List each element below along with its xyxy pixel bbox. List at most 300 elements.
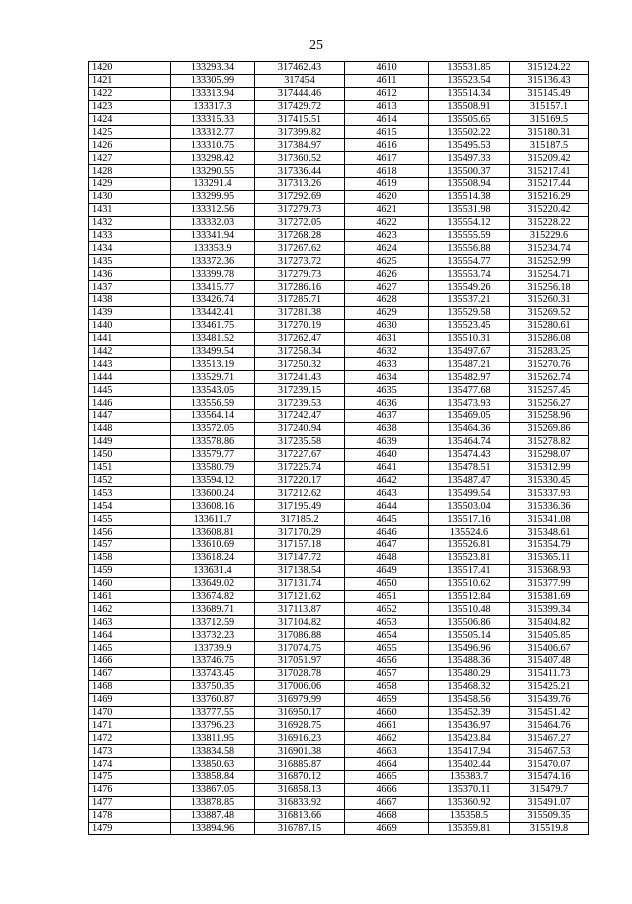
x-coordinate-cell: 135526.81 xyxy=(429,538,510,551)
point-number-cell: 1425 xyxy=(89,126,171,139)
x-coordinate-cell: 135510.31 xyxy=(429,332,510,345)
x-coordinate-cell: 133760.87 xyxy=(171,693,255,706)
table-row xyxy=(89,809,589,822)
point-number-cell: 4668 xyxy=(345,809,429,822)
y-coordinate-cell: 315439.76 xyxy=(510,693,589,706)
x-coordinate-cell: 133894.96 xyxy=(171,822,255,835)
y-coordinate-cell: 315286.08 xyxy=(510,332,589,345)
point-number-cell: 4630 xyxy=(345,319,429,332)
x-coordinate-cell: 135523.81 xyxy=(429,551,510,564)
table-row xyxy=(89,732,589,745)
x-coordinate-cell: 135497.33 xyxy=(429,152,510,165)
y-coordinate-cell: 316885.87 xyxy=(255,758,345,771)
point-number-cell: 1464 xyxy=(89,629,171,642)
x-coordinate-cell: 133513.19 xyxy=(171,358,255,371)
x-coordinate-cell: 133811.95 xyxy=(171,732,255,745)
point-number-cell: 4636 xyxy=(345,397,429,410)
table-row xyxy=(89,422,589,435)
y-coordinate-cell: 315278.82 xyxy=(510,435,589,448)
table-row xyxy=(89,474,589,487)
point-number-cell: 4633 xyxy=(345,358,429,371)
y-coordinate-cell: 315209.42 xyxy=(510,152,589,165)
y-coordinate-cell: 317270.19 xyxy=(255,319,345,332)
x-coordinate-cell: 133305.99 xyxy=(171,74,255,87)
point-number-cell: 1435 xyxy=(89,255,171,268)
point-number-cell: 4657 xyxy=(345,667,429,680)
x-coordinate-cell: 135480.29 xyxy=(429,667,510,680)
point-number-cell: 4620 xyxy=(345,190,429,203)
table-row xyxy=(89,500,589,513)
y-coordinate-cell: 317212.62 xyxy=(255,487,345,500)
y-coordinate-cell: 315337.93 xyxy=(510,487,589,500)
table-row xyxy=(89,603,589,616)
table-row xyxy=(89,216,589,229)
point-number-cell: 1458 xyxy=(89,551,171,564)
y-coordinate-cell: 317138.54 xyxy=(255,564,345,577)
x-coordinate-cell: 133600.24 xyxy=(171,487,255,500)
x-coordinate-cell: 133631.4 xyxy=(171,564,255,577)
y-coordinate-cell: 317028.78 xyxy=(255,667,345,680)
x-coordinate-cell: 135402.44 xyxy=(429,758,510,771)
x-coordinate-cell: 133461.75 xyxy=(171,319,255,332)
point-number-cell: 4640 xyxy=(345,448,429,461)
point-number-cell: 1461 xyxy=(89,590,171,603)
table-row xyxy=(89,410,589,423)
x-coordinate-cell: 135370.11 xyxy=(429,783,510,796)
point-number-cell: 4645 xyxy=(345,513,429,526)
table-row xyxy=(89,616,589,629)
point-number-cell: 1449 xyxy=(89,435,171,448)
y-coordinate-cell: 317185.2 xyxy=(255,513,345,526)
point-number-cell: 1433 xyxy=(89,229,171,242)
point-number-cell: 1448 xyxy=(89,422,171,435)
x-coordinate-cell: 135487.47 xyxy=(429,474,510,487)
x-coordinate-cell: 133611.7 xyxy=(171,513,255,526)
x-coordinate-cell: 133372.36 xyxy=(171,255,255,268)
point-number-cell: 1430 xyxy=(89,190,171,203)
x-coordinate-cell: 135510.48 xyxy=(429,603,510,616)
point-number-cell: 1477 xyxy=(89,796,171,809)
y-coordinate-cell: 315381.69 xyxy=(510,590,589,603)
x-coordinate-cell: 133594.12 xyxy=(171,474,255,487)
x-coordinate-cell: 135517.16 xyxy=(429,513,510,526)
x-coordinate-cell: 133313.94 xyxy=(171,87,255,100)
x-coordinate-cell: 133858.84 xyxy=(171,770,255,783)
y-coordinate-cell: 315407.48 xyxy=(510,654,589,667)
point-number-cell: 1475 xyxy=(89,770,171,783)
point-number-cell: 4658 xyxy=(345,680,429,693)
x-coordinate-cell: 133578.86 xyxy=(171,435,255,448)
point-number-cell: 1438 xyxy=(89,294,171,307)
x-coordinate-cell: 135488.36 xyxy=(429,654,510,667)
table-row xyxy=(89,629,589,642)
point-number-cell: 1437 xyxy=(89,281,171,294)
x-coordinate-cell: 133299.95 xyxy=(171,190,255,203)
x-coordinate-cell: 135503.04 xyxy=(429,500,510,513)
y-coordinate-cell: 317239.53 xyxy=(255,397,345,410)
x-coordinate-cell: 133649.02 xyxy=(171,577,255,590)
point-number-cell: 4616 xyxy=(345,139,429,152)
point-number-cell: 1441 xyxy=(89,332,171,345)
table-row xyxy=(89,165,589,178)
y-coordinate-cell: 315411.73 xyxy=(510,667,589,680)
point-number-cell: 4632 xyxy=(345,345,429,358)
point-number-cell: 1446 xyxy=(89,397,171,410)
x-coordinate-cell: 135510.62 xyxy=(429,577,510,590)
y-coordinate-cell: 315136.43 xyxy=(510,74,589,87)
y-coordinate-cell: 317239.15 xyxy=(255,384,345,397)
table-row xyxy=(89,190,589,203)
point-number-cell: 1463 xyxy=(89,616,171,629)
y-coordinate-cell: 317262.47 xyxy=(255,332,345,345)
x-coordinate-cell: 135523.45 xyxy=(429,319,510,332)
y-coordinate-cell: 317006.06 xyxy=(255,680,345,693)
x-coordinate-cell: 135512.84 xyxy=(429,590,510,603)
table-row xyxy=(89,719,589,732)
x-coordinate-cell: 135506.86 xyxy=(429,616,510,629)
point-number-cell: 1429 xyxy=(89,178,171,191)
y-coordinate-cell: 315217.44 xyxy=(510,178,589,191)
y-coordinate-cell: 317227.67 xyxy=(255,448,345,461)
x-coordinate-cell: 133580.79 xyxy=(171,461,255,474)
y-coordinate-cell: 315269.52 xyxy=(510,306,589,319)
y-coordinate-cell: 317279.73 xyxy=(255,268,345,281)
point-number-cell: 4618 xyxy=(345,165,429,178)
x-coordinate-cell: 135468.32 xyxy=(429,680,510,693)
table-row xyxy=(89,229,589,242)
table-row xyxy=(89,268,589,281)
y-coordinate-cell: 315145.49 xyxy=(510,87,589,100)
point-number-cell: 4619 xyxy=(345,178,429,191)
y-coordinate-cell: 315348.61 xyxy=(510,526,589,539)
y-coordinate-cell: 317170.29 xyxy=(255,526,345,539)
x-coordinate-cell: 135478.51 xyxy=(429,461,510,474)
x-coordinate-cell: 135477.68 xyxy=(429,384,510,397)
x-coordinate-cell: 135514.34 xyxy=(429,87,510,100)
point-number-cell: 4617 xyxy=(345,152,429,165)
y-coordinate-cell: 317074.75 xyxy=(255,642,345,655)
y-coordinate-cell: 317279.73 xyxy=(255,203,345,216)
point-number-cell: 4665 xyxy=(345,770,429,783)
x-coordinate-cell: 133290.55 xyxy=(171,165,255,178)
point-number-cell: 1472 xyxy=(89,732,171,745)
table-row xyxy=(89,822,589,835)
point-number-cell: 1465 xyxy=(89,642,171,655)
x-coordinate-cell: 133746.75 xyxy=(171,654,255,667)
x-coordinate-cell: 135505.65 xyxy=(429,113,510,126)
y-coordinate-cell: 316870.12 xyxy=(255,770,345,783)
x-coordinate-cell: 135554.12 xyxy=(429,216,510,229)
x-coordinate-cell: 133608.16 xyxy=(171,500,255,513)
y-coordinate-cell: 317292.69 xyxy=(255,190,345,203)
y-coordinate-cell: 317281.38 xyxy=(255,306,345,319)
point-number-cell: 1420 xyxy=(89,62,171,75)
y-coordinate-cell: 315216.29 xyxy=(510,190,589,203)
x-coordinate-cell: 135555.59 xyxy=(429,229,510,242)
point-number-cell: 1469 xyxy=(89,693,171,706)
point-number-cell: 1444 xyxy=(89,371,171,384)
y-coordinate-cell: 315365.11 xyxy=(510,551,589,564)
point-number-cell: 1470 xyxy=(89,706,171,719)
point-number-cell: 1424 xyxy=(89,113,171,126)
point-number-cell: 1436 xyxy=(89,268,171,281)
y-coordinate-cell: 316787.15 xyxy=(255,822,345,835)
point-number-cell: 4649 xyxy=(345,564,429,577)
y-coordinate-cell: 315404.82 xyxy=(510,616,589,629)
y-coordinate-cell: 317225.74 xyxy=(255,461,345,474)
point-number-cell: 1468 xyxy=(89,680,171,693)
point-number-cell: 1445 xyxy=(89,384,171,397)
y-coordinate-cell: 315228.22 xyxy=(510,216,589,229)
x-coordinate-cell: 135464.36 xyxy=(429,422,510,435)
point-number-cell: 1442 xyxy=(89,345,171,358)
y-coordinate-cell: 317399.82 xyxy=(255,126,345,139)
point-number-cell: 1466 xyxy=(89,654,171,667)
table-row xyxy=(89,281,589,294)
table-row xyxy=(89,397,589,410)
point-number-cell: 1457 xyxy=(89,538,171,551)
x-coordinate-cell: 135383.7 xyxy=(429,770,510,783)
y-coordinate-cell: 317462.43 xyxy=(255,62,345,75)
y-coordinate-cell: 315509.35 xyxy=(510,809,589,822)
y-coordinate-cell: 315257.45 xyxy=(510,384,589,397)
x-coordinate-cell: 135502.22 xyxy=(429,126,510,139)
point-number-cell: 4652 xyxy=(345,603,429,616)
y-coordinate-cell: 317272.05 xyxy=(255,216,345,229)
point-number-cell: 1462 xyxy=(89,603,171,616)
coordinates-table-body xyxy=(89,62,589,835)
point-number-cell: 4651 xyxy=(345,590,429,603)
y-coordinate-cell: 317220.17 xyxy=(255,474,345,487)
y-coordinate-cell: 317086.88 xyxy=(255,629,345,642)
y-coordinate-cell: 315377.99 xyxy=(510,577,589,590)
point-number-cell: 1427 xyxy=(89,152,171,165)
point-number-cell: 4664 xyxy=(345,758,429,771)
point-number-cell: 1467 xyxy=(89,667,171,680)
x-coordinate-cell: 135499.54 xyxy=(429,487,510,500)
y-coordinate-cell: 316813.66 xyxy=(255,809,345,822)
table-row xyxy=(89,100,589,113)
point-number-cell: 1447 xyxy=(89,410,171,423)
point-number-cell: 4662 xyxy=(345,732,429,745)
x-coordinate-cell: 135359.81 xyxy=(429,822,510,835)
x-coordinate-cell: 133399.78 xyxy=(171,268,255,281)
y-coordinate-cell: 315157.1 xyxy=(510,100,589,113)
point-number-cell: 1476 xyxy=(89,783,171,796)
y-coordinate-cell: 315491.07 xyxy=(510,796,589,809)
x-coordinate-cell: 135524.6 xyxy=(429,526,510,539)
point-number-cell: 1471 xyxy=(89,719,171,732)
point-number-cell: 1443 xyxy=(89,358,171,371)
table-row xyxy=(89,242,589,255)
x-coordinate-cell: 135529.58 xyxy=(429,306,510,319)
point-number-cell: 1431 xyxy=(89,203,171,216)
y-coordinate-cell: 315262.74 xyxy=(510,371,589,384)
x-coordinate-cell: 135458.56 xyxy=(429,693,510,706)
point-number-cell: 4643 xyxy=(345,487,429,500)
y-coordinate-cell: 317286.16 xyxy=(255,281,345,294)
point-number-cell: 4628 xyxy=(345,294,429,307)
x-coordinate-cell: 133796.23 xyxy=(171,719,255,732)
x-coordinate-cell: 133834.58 xyxy=(171,745,255,758)
y-coordinate-cell: 315169.5 xyxy=(510,113,589,126)
y-coordinate-cell: 315312.99 xyxy=(510,461,589,474)
y-coordinate-cell: 316901.38 xyxy=(255,745,345,758)
point-number-cell: 4641 xyxy=(345,461,429,474)
x-coordinate-cell: 133543.05 xyxy=(171,384,255,397)
x-coordinate-cell: 135500.37 xyxy=(429,165,510,178)
point-number-cell: 1421 xyxy=(89,74,171,87)
point-number-cell: 1426 xyxy=(89,139,171,152)
point-number-cell: 1456 xyxy=(89,526,171,539)
point-number-cell: 4653 xyxy=(345,616,429,629)
y-coordinate-cell: 315270.76 xyxy=(510,358,589,371)
x-coordinate-cell: 133415.77 xyxy=(171,281,255,294)
x-coordinate-cell: 133341.94 xyxy=(171,229,255,242)
point-number-cell: 4639 xyxy=(345,435,429,448)
x-coordinate-cell: 133556.59 xyxy=(171,397,255,410)
point-number-cell: 4631 xyxy=(345,332,429,345)
table-row xyxy=(89,693,589,706)
table-row xyxy=(89,783,589,796)
point-number-cell: 4647 xyxy=(345,538,429,551)
table-row xyxy=(89,74,589,87)
table-row xyxy=(89,203,589,216)
point-number-cell: 4648 xyxy=(345,551,429,564)
y-coordinate-cell: 315467.53 xyxy=(510,745,589,758)
table-row xyxy=(89,306,589,319)
table-row xyxy=(89,371,589,384)
y-coordinate-cell: 315330.45 xyxy=(510,474,589,487)
table-row xyxy=(89,113,589,126)
point-number-cell: 4667 xyxy=(345,796,429,809)
y-coordinate-cell: 316833.92 xyxy=(255,796,345,809)
y-coordinate-cell: 315258.96 xyxy=(510,410,589,423)
y-coordinate-cell: 315180.31 xyxy=(510,126,589,139)
x-coordinate-cell: 133312.77 xyxy=(171,126,255,139)
x-coordinate-cell: 135554.77 xyxy=(429,255,510,268)
x-coordinate-cell: 135514.38 xyxy=(429,190,510,203)
point-number-cell: 4654 xyxy=(345,629,429,642)
y-coordinate-cell: 315464.76 xyxy=(510,719,589,732)
x-coordinate-cell: 133529.71 xyxy=(171,371,255,384)
x-coordinate-cell: 133739.9 xyxy=(171,642,255,655)
point-number-cell: 1422 xyxy=(89,87,171,100)
y-coordinate-cell: 315280.61 xyxy=(510,319,589,332)
x-coordinate-cell: 135464.74 xyxy=(429,435,510,448)
y-coordinate-cell: 315254.71 xyxy=(510,268,589,281)
x-coordinate-cell: 135537.21 xyxy=(429,294,510,307)
y-coordinate-cell: 315406.67 xyxy=(510,642,589,655)
x-coordinate-cell: 133867.05 xyxy=(171,783,255,796)
y-coordinate-cell: 317258.34 xyxy=(255,345,345,358)
x-coordinate-cell: 135508.91 xyxy=(429,100,510,113)
table-row xyxy=(89,513,589,526)
x-coordinate-cell: 133732.23 xyxy=(171,629,255,642)
y-coordinate-cell: 315368.93 xyxy=(510,564,589,577)
point-number-cell: 1423 xyxy=(89,100,171,113)
table-row xyxy=(89,294,589,307)
point-number-cell: 4612 xyxy=(345,87,429,100)
x-coordinate-cell: 133750.35 xyxy=(171,680,255,693)
point-number-cell: 4622 xyxy=(345,216,429,229)
x-coordinate-cell: 133887.48 xyxy=(171,809,255,822)
point-number-cell: 4650 xyxy=(345,577,429,590)
point-number-cell: 1450 xyxy=(89,448,171,461)
y-coordinate-cell: 315474.16 xyxy=(510,770,589,783)
x-coordinate-cell: 133310.75 xyxy=(171,139,255,152)
table-row xyxy=(89,384,589,397)
x-coordinate-cell: 135360.92 xyxy=(429,796,510,809)
y-coordinate-cell: 315217.41 xyxy=(510,165,589,178)
table-row xyxy=(89,319,589,332)
y-coordinate-cell: 315256.27 xyxy=(510,397,589,410)
point-number-cell: 4615 xyxy=(345,126,429,139)
y-coordinate-cell: 317273.72 xyxy=(255,255,345,268)
y-coordinate-cell: 316979.99 xyxy=(255,693,345,706)
coordinates-table xyxy=(88,61,589,835)
x-coordinate-cell: 133499.54 xyxy=(171,345,255,358)
point-number-cell: 4642 xyxy=(345,474,429,487)
point-number-cell: 4646 xyxy=(345,526,429,539)
point-number-cell: 1434 xyxy=(89,242,171,255)
table-row xyxy=(89,139,589,152)
y-coordinate-cell: 315269.86 xyxy=(510,422,589,435)
x-coordinate-cell: 135469.05 xyxy=(429,410,510,423)
y-coordinate-cell: 316928.75 xyxy=(255,719,345,732)
x-coordinate-cell: 133608.81 xyxy=(171,526,255,539)
table-row xyxy=(89,538,589,551)
point-number-cell: 4669 xyxy=(345,822,429,835)
x-coordinate-cell: 135473.93 xyxy=(429,397,510,410)
y-coordinate-cell: 316950.17 xyxy=(255,706,345,719)
y-coordinate-cell: 315425.21 xyxy=(510,680,589,693)
x-coordinate-cell: 133712.59 xyxy=(171,616,255,629)
table-row xyxy=(89,178,589,191)
x-coordinate-cell: 135523.54 xyxy=(429,74,510,87)
table-row xyxy=(89,590,589,603)
y-coordinate-cell: 317235.58 xyxy=(255,435,345,448)
x-coordinate-cell: 135495.53 xyxy=(429,139,510,152)
y-coordinate-cell: 317241.43 xyxy=(255,371,345,384)
y-coordinate-cell: 317147.72 xyxy=(255,551,345,564)
point-number-cell: 4659 xyxy=(345,693,429,706)
x-coordinate-cell: 135482.97 xyxy=(429,371,510,384)
x-coordinate-cell: 135505.14 xyxy=(429,629,510,642)
y-coordinate-cell: 315470.07 xyxy=(510,758,589,771)
x-coordinate-cell: 133743.45 xyxy=(171,667,255,680)
y-coordinate-cell: 315405.85 xyxy=(510,629,589,642)
y-coordinate-cell: 315336.36 xyxy=(510,500,589,513)
point-number-cell: 4626 xyxy=(345,268,429,281)
x-coordinate-cell: 133777.55 xyxy=(171,706,255,719)
table-row xyxy=(89,526,589,539)
point-number-cell: 1453 xyxy=(89,487,171,500)
table-row xyxy=(89,770,589,783)
table-row xyxy=(89,332,589,345)
x-coordinate-cell: 133293.34 xyxy=(171,62,255,75)
x-coordinate-cell: 133579.77 xyxy=(171,448,255,461)
y-coordinate-cell: 317454 xyxy=(255,74,345,87)
y-coordinate-cell: 317121.62 xyxy=(255,590,345,603)
table-row xyxy=(89,255,589,268)
x-coordinate-cell: 135496.96 xyxy=(429,642,510,655)
point-number-cell: 4656 xyxy=(345,654,429,667)
x-coordinate-cell: 135508.94 xyxy=(429,178,510,191)
table-row xyxy=(89,564,589,577)
table-row xyxy=(89,758,589,771)
table-row xyxy=(89,551,589,564)
